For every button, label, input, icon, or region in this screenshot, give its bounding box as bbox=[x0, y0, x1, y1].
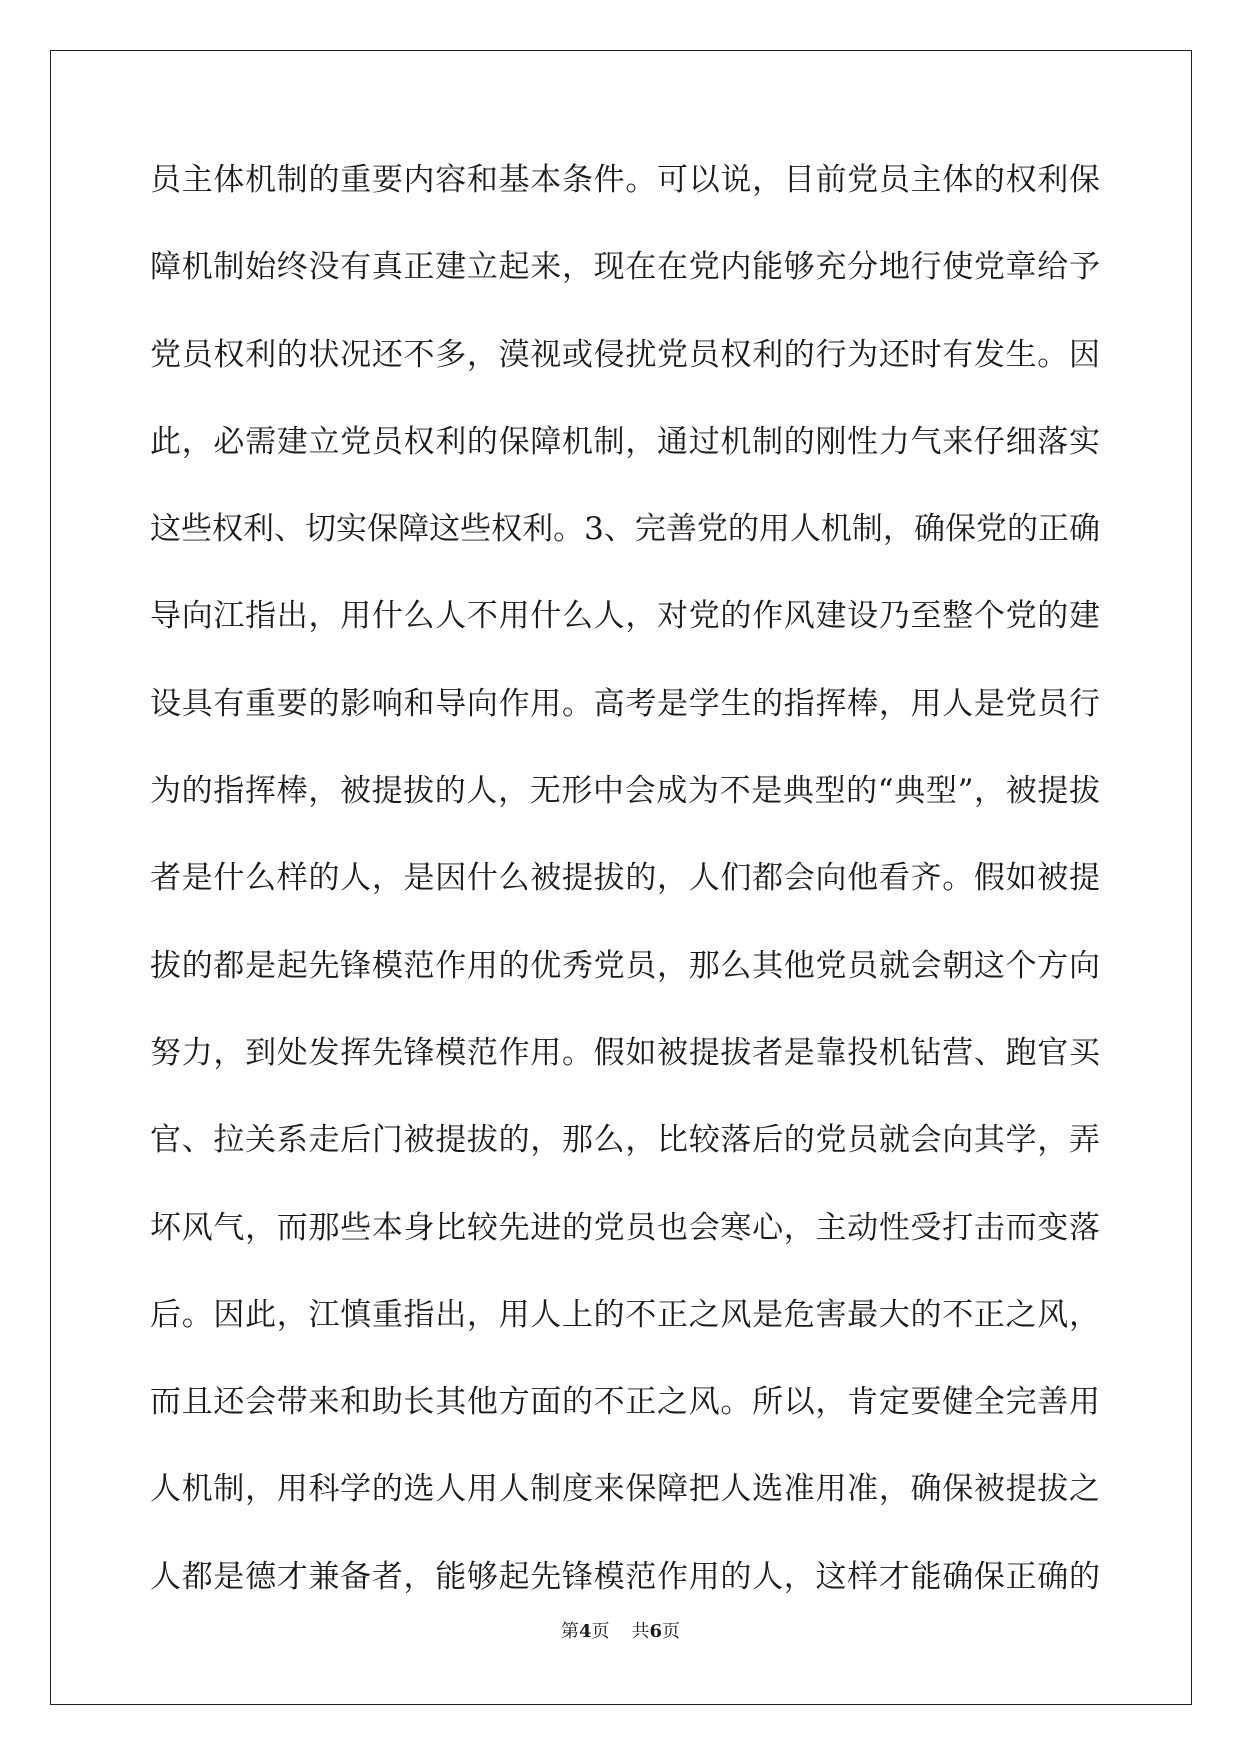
text-line: 努力，到处发挥先锋模范作用。假如被提拔者是靠投机钻营、跑官买 bbox=[150, 1034, 1100, 1071]
text-line: 党员权利的状况还不多，漠视或侵扰党员权利的行为还时有发生。因 bbox=[150, 336, 1100, 373]
text-line: 人机制，用科学的选人用人制度来保障把人选准用准，确保被提拔之 bbox=[150, 1471, 1100, 1508]
page-prefix: 第 bbox=[560, 1621, 579, 1642]
text-line: 设具有重要的影响和导向作用。高考是学生的指挥棒，用人是党员行 bbox=[150, 685, 1100, 722]
total-suffix: 页 bbox=[662, 1621, 681, 1642]
text-line: 人都是德才兼备者，能够起先锋模范作用的人，这样才能确保正确的 bbox=[150, 1558, 1100, 1595]
page-suffix: 页 bbox=[591, 1621, 610, 1642]
text-line: 官、拉关系走后门被提拔的，那么，比较落后的党员就会向其学，弄 bbox=[150, 1122, 1100, 1159]
total-prefix: 共 bbox=[631, 1621, 650, 1642]
document-body bbox=[150, 160, 1100, 1644]
text-line: 导向江指出，用什么人不用什么人，对党的作风建设乃至整个党的建 bbox=[150, 598, 1100, 635]
text-line: 员主体机制的重要内容和基本条件。可以说，目前党员主体的权利保 bbox=[150, 162, 1100, 198]
total-pages-number: 6 bbox=[649, 1621, 663, 1642]
text-line: 为的指挥棒，被提拔的人，无形中会成为不是典型的“典型”，被提拔 bbox=[150, 773, 1100, 810]
text-line: 坏风气，而那些本身比较先进的党员也会寒心，主动性受打击而变落 bbox=[150, 1209, 1100, 1246]
text-line: 障机制始终没有真正建立起来，现在在党内能够充分地行使党章给予 bbox=[150, 249, 1100, 286]
current-page-number: 4 bbox=[578, 1621, 592, 1642]
text-line: 后。因此，江慎重指出，用人上的不正之风是危害最大的不正之风， bbox=[150, 1296, 1100, 1333]
text-line: 者是什么样的人，是因什么被提拔的，人们都会向他看齐。假如被提 bbox=[150, 860, 1100, 897]
text-line: 而且还会带来和助长其他方面的不正之风。所以，肯定要健全完善用 bbox=[150, 1384, 1100, 1421]
page-footer bbox=[0, 1620, 1241, 1644]
text-line: 这些权利、切实保障这些权利。3、完善党的用人机制，确保党的正确 bbox=[150, 511, 1100, 548]
text-line: 此，必需建立党员权利的保障机制，通过机制的刚性力气来仔细落实 bbox=[150, 423, 1100, 460]
text-line: 拔的都是起先锋模范作用的优秀党员，那么其他党员就会朝这个方向 bbox=[150, 947, 1100, 984]
